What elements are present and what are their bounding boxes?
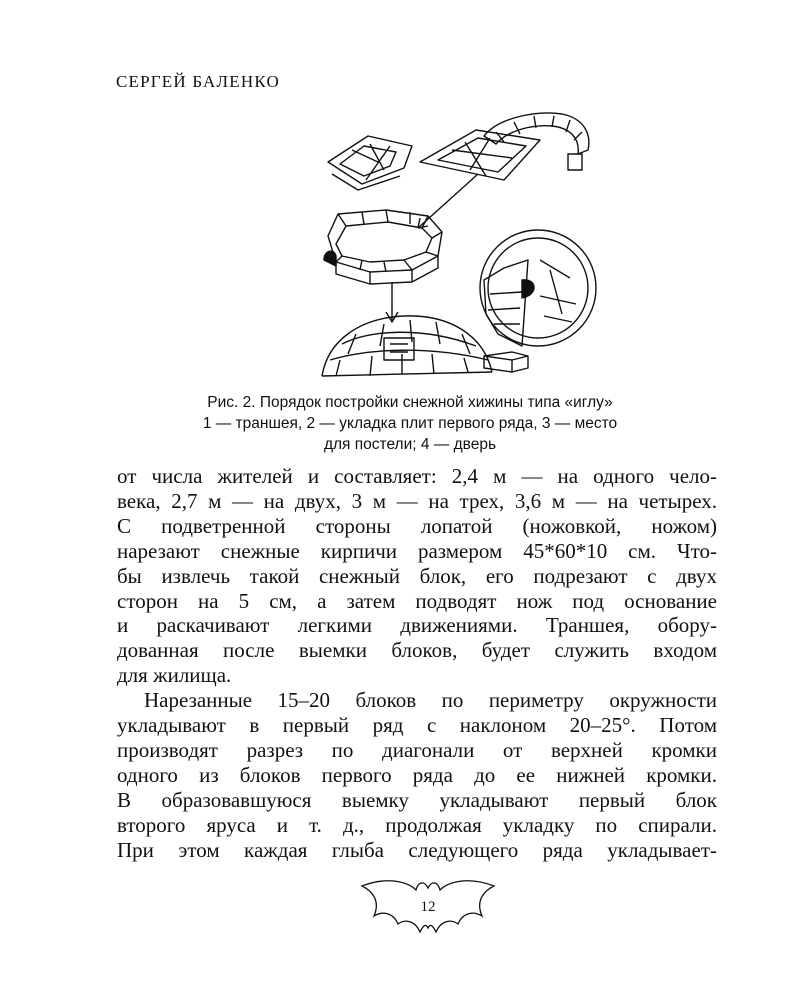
body-line: С подветренной стороны лопатой (ножовкой, ножом): [117, 513, 717, 538]
bed-area-shadow: [522, 280, 534, 298]
caption-line: Рис. 2. Порядок постройки снежной хижины типа «иглу»: [207, 394, 613, 411]
body-line: дованная после выемки блоков, будет служить входом: [117, 638, 717, 663]
caption-line: 1 — траншея, 2 — укладка плит первого ряда, 3 — место: [202, 415, 618, 432]
body-line: второго яруса и т. д., продолжая укладку по спирали.: [117, 812, 717, 837]
body-line: и раскачивают легкими движениями. Траншея, обору-: [117, 613, 717, 638]
body-line: В образовавшуюся выемку укладывают первый блок: [117, 787, 717, 812]
igloo-construction-figure: [300, 110, 620, 390]
ring-shadow: [324, 251, 336, 266]
igloo-dome-illustration: [322, 316, 492, 376]
body-line: сторон на 5 см, а затем подводят нож под основание: [117, 588, 717, 613]
running-header: СЕРГЕЙ БАЛЕНКО: [116, 72, 280, 91]
page-number: 12: [420, 899, 436, 915]
arrow-to-ring: [418, 174, 478, 228]
body-line: бы извлечь такой снежный блок, его подрезают с двух: [117, 563, 717, 588]
body-text: [117, 464, 717, 863]
page-footer: [358, 878, 498, 938]
caption-line: для постели; 4 — дверь: [323, 436, 497, 453]
figure-caption: [120, 392, 700, 455]
body-line: от числа жителей и составляет: 2,4 м — на одного чело-: [117, 464, 717, 488]
body-line: века, 2,7 м — на двух, 3 м — на трех, 3,6 м — на четырех.: [117, 488, 717, 513]
body-line: производят разрез по диагонали от верхней кромки: [117, 737, 717, 762]
ring-of-blocks-illustration: [328, 210, 442, 284]
trench-illustration: [328, 136, 412, 190]
body-line: нарезают снежные кирпичи размером 45*60*10 см. Что-: [117, 538, 717, 563]
door-block-illustration: [484, 352, 528, 372]
bed-area-illustration: [480, 230, 596, 346]
body-line: укладывают в первый ряд с наклоном 20–25°. Потом: [117, 713, 717, 738]
body-line: для жилища.: [117, 663, 232, 688]
slab-illustration: [420, 130, 540, 180]
body-line: Нарезанные 15–20 блоков по периметру окружности: [144, 688, 717, 713]
body-line: одного из блоков первого ряда до ее нижней кромки.: [117, 762, 717, 787]
body-line: При этом каждая глыба следующего ряда укладывает-: [117, 837, 717, 862]
